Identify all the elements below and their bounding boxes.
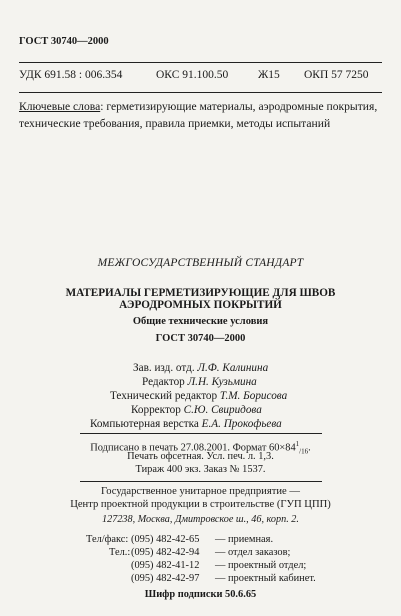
phone-row (0, 547, 401, 559)
organization-address: 127238, Москва, Дмитровское ш., 46, корп. 2. (102, 514, 299, 525)
phone-department: — проектный отдел; (215, 560, 307, 571)
staff-role: Технический редактор (110, 390, 218, 402)
staff-rule (80, 433, 322, 434)
phone-label: Тел/факс: (86, 534, 129, 545)
udk-code: УДК 691.58 : 006.354 (19, 69, 123, 81)
phone-department: — приемная. (215, 534, 274, 545)
staff-name: С.Ю. Свиридова (183, 404, 262, 416)
oks-code: ОКС 91.100.50 (156, 69, 229, 81)
format-exponent: 1 (295, 440, 300, 448)
organization-line2: Центр проектной продукции в строительстве (ГУП ЦПП) (70, 499, 331, 510)
subscription-cipher: Шифр подписки 50.6.65 (144, 589, 257, 600)
phone-row (0, 560, 401, 572)
keywords-text: : герметизирующие материалы, аэродромные покрытия, технические требования, правила приемки, методы испытаний (19, 100, 378, 130)
format-denominator: /16 (299, 447, 309, 456)
organization-line1: Государственное унитарное предприятие — (101, 486, 300, 497)
phone-department: — отдел заказов; (215, 547, 291, 558)
phone-department: — проектный кабинет. (215, 573, 316, 584)
staff-line (131, 404, 262, 417)
header-rule (19, 62, 382, 63)
print-signed-text: Подписано в печать 27.08.2001. Формат 60×84 (90, 442, 296, 454)
phone-number: (095) 482-42-94 (131, 547, 200, 558)
staff-line (133, 362, 268, 375)
print-run-line: Тираж 400 экз. Заказ № 1537. (135, 464, 266, 475)
staff-role: Зав. изд. отд. (133, 362, 195, 374)
print-signed-end: . (308, 442, 311, 454)
phone-label: Тел.: (109, 547, 131, 558)
group-code: Ж15 (258, 69, 280, 81)
standard-subtitle: Общие технические условия (132, 316, 269, 327)
standard-title-line1: МАТЕРИАЛЫ ГЕРМЕТИЗИРУЮЩИЕ ДЛЯ ШВОВ (65, 287, 336, 299)
staff-line (110, 390, 287, 403)
header-gost-code: ГОСТ 30740—2000 (19, 36, 109, 47)
classification-rule (19, 92, 382, 93)
staff-line (90, 418, 282, 431)
print-rule (80, 481, 322, 482)
keywords-paragraph (19, 98, 385, 132)
phone-number: (095) 482-42-97 (131, 573, 200, 584)
phone-number: (095) 482-42-65 (131, 534, 200, 545)
keywords-label: Ключевые слова (19, 100, 101, 113)
staff-line (142, 376, 257, 389)
print-method-line: Печать офсетная. Усл. печ. л. 1,3. (127, 451, 274, 462)
staff-name: Т.М. Борисова (219, 390, 288, 402)
phone-row (0, 534, 401, 546)
staff-role: Компьютерная верстка (90, 418, 199, 430)
standard-code: ГОСТ 30740—2000 (155, 333, 246, 344)
phone-number: (095) 482-41-12 (131, 560, 200, 571)
okp-code: ОКП 57 7250 (304, 69, 369, 81)
phone-row (0, 573, 401, 585)
staff-role: Редактор (142, 376, 185, 388)
staff-name: Л.Ф. Калинина (197, 362, 269, 374)
standard-type: МЕЖГОСУДАРСТВЕННЫЙ СТАНДАРТ (97, 257, 304, 269)
staff-role: Корректор (131, 404, 181, 416)
staff-name: Е.А. Прокофьева (201, 418, 282, 430)
standard-title-line2: АЭРОДРОМНЫХ ПОКРЫТИЙ (119, 299, 282, 311)
staff-name: Л.Н. Кузьмина (187, 376, 257, 388)
